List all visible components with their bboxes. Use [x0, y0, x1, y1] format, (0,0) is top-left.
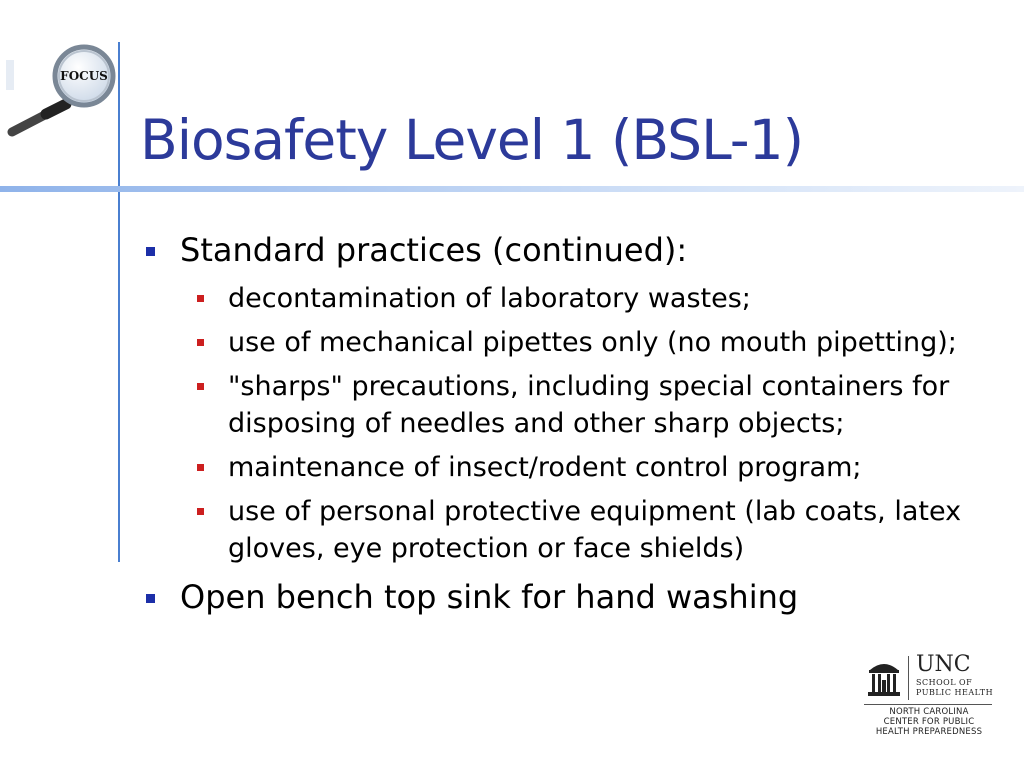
sub-bullet-text: "sharps" precautions, including special containers for disposing of needles and other sharp objects;: [228, 371, 950, 439]
unc-name: UNC: [916, 652, 971, 677]
sub-bullet-text: use of personal protective equipment (lab coats, latex gloves, eye protection or face shields): [228, 496, 962, 564]
bullet-text: Standard practices (continued):: [180, 231, 688, 269]
sub-bullet: [142, 280, 1002, 317]
unc-center-name: [862, 707, 996, 737]
magnifier-icon: [0, 40, 120, 140]
horizontal-accent-line: [0, 186, 1024, 192]
bullet-square-icon: [146, 594, 155, 603]
bullet-text: Open bench top sink for hand washing: [180, 578, 799, 616]
focus-logo: [0, 40, 120, 140]
unc-center-line2: CENTER FOR PUBLIC: [883, 717, 975, 727]
bullet-standard-practices: [142, 230, 1002, 270]
sub-bullet-text: maintenance of insect/rodent control program;: [228, 452, 862, 483]
sub-bullet-square-icon: [197, 339, 204, 346]
bullet-open-bench-sink: [142, 577, 1002, 617]
sub-bullet-square-icon: [197, 295, 204, 302]
unc-divider: [908, 656, 909, 700]
unc-center-line3: HEALTH PREPAREDNESS: [875, 727, 983, 737]
unc-school-line2: PUBLIC HEALTH: [916, 688, 994, 697]
sub-bullet: [142, 324, 1002, 361]
unc-school: [916, 678, 993, 698]
sub-bullet-text: use of mechanical pipettes only (no mouth pipetting);: [228, 327, 957, 358]
sub-bullet-square-icon: [197, 508, 204, 515]
slide-content: [142, 230, 1002, 627]
unc-logo: [862, 652, 1002, 737]
unc-school-line1: SCHOOL OF: [916, 678, 973, 687]
old-well-icon: [866, 658, 902, 698]
focus-logo-text: FOCUS: [60, 69, 108, 83]
sub-bullet: [142, 493, 1002, 567]
unc-center-line1: NORTH CAROLINA: [889, 707, 969, 717]
vertical-accent-line: [118, 42, 120, 562]
sub-bullet-text: decontamination of laboratory wastes;: [228, 283, 751, 314]
sub-bullet: [142, 368, 1002, 442]
unc-rule: [864, 704, 992, 705]
sub-bullet-square-icon: [197, 383, 204, 390]
sub-bullet-square-icon: [197, 464, 204, 471]
slide-title: Biosafety Level 1 (BSL-1): [140, 108, 804, 172]
sub-bullet: [142, 449, 1002, 486]
bullet-square-icon: [146, 247, 155, 256]
